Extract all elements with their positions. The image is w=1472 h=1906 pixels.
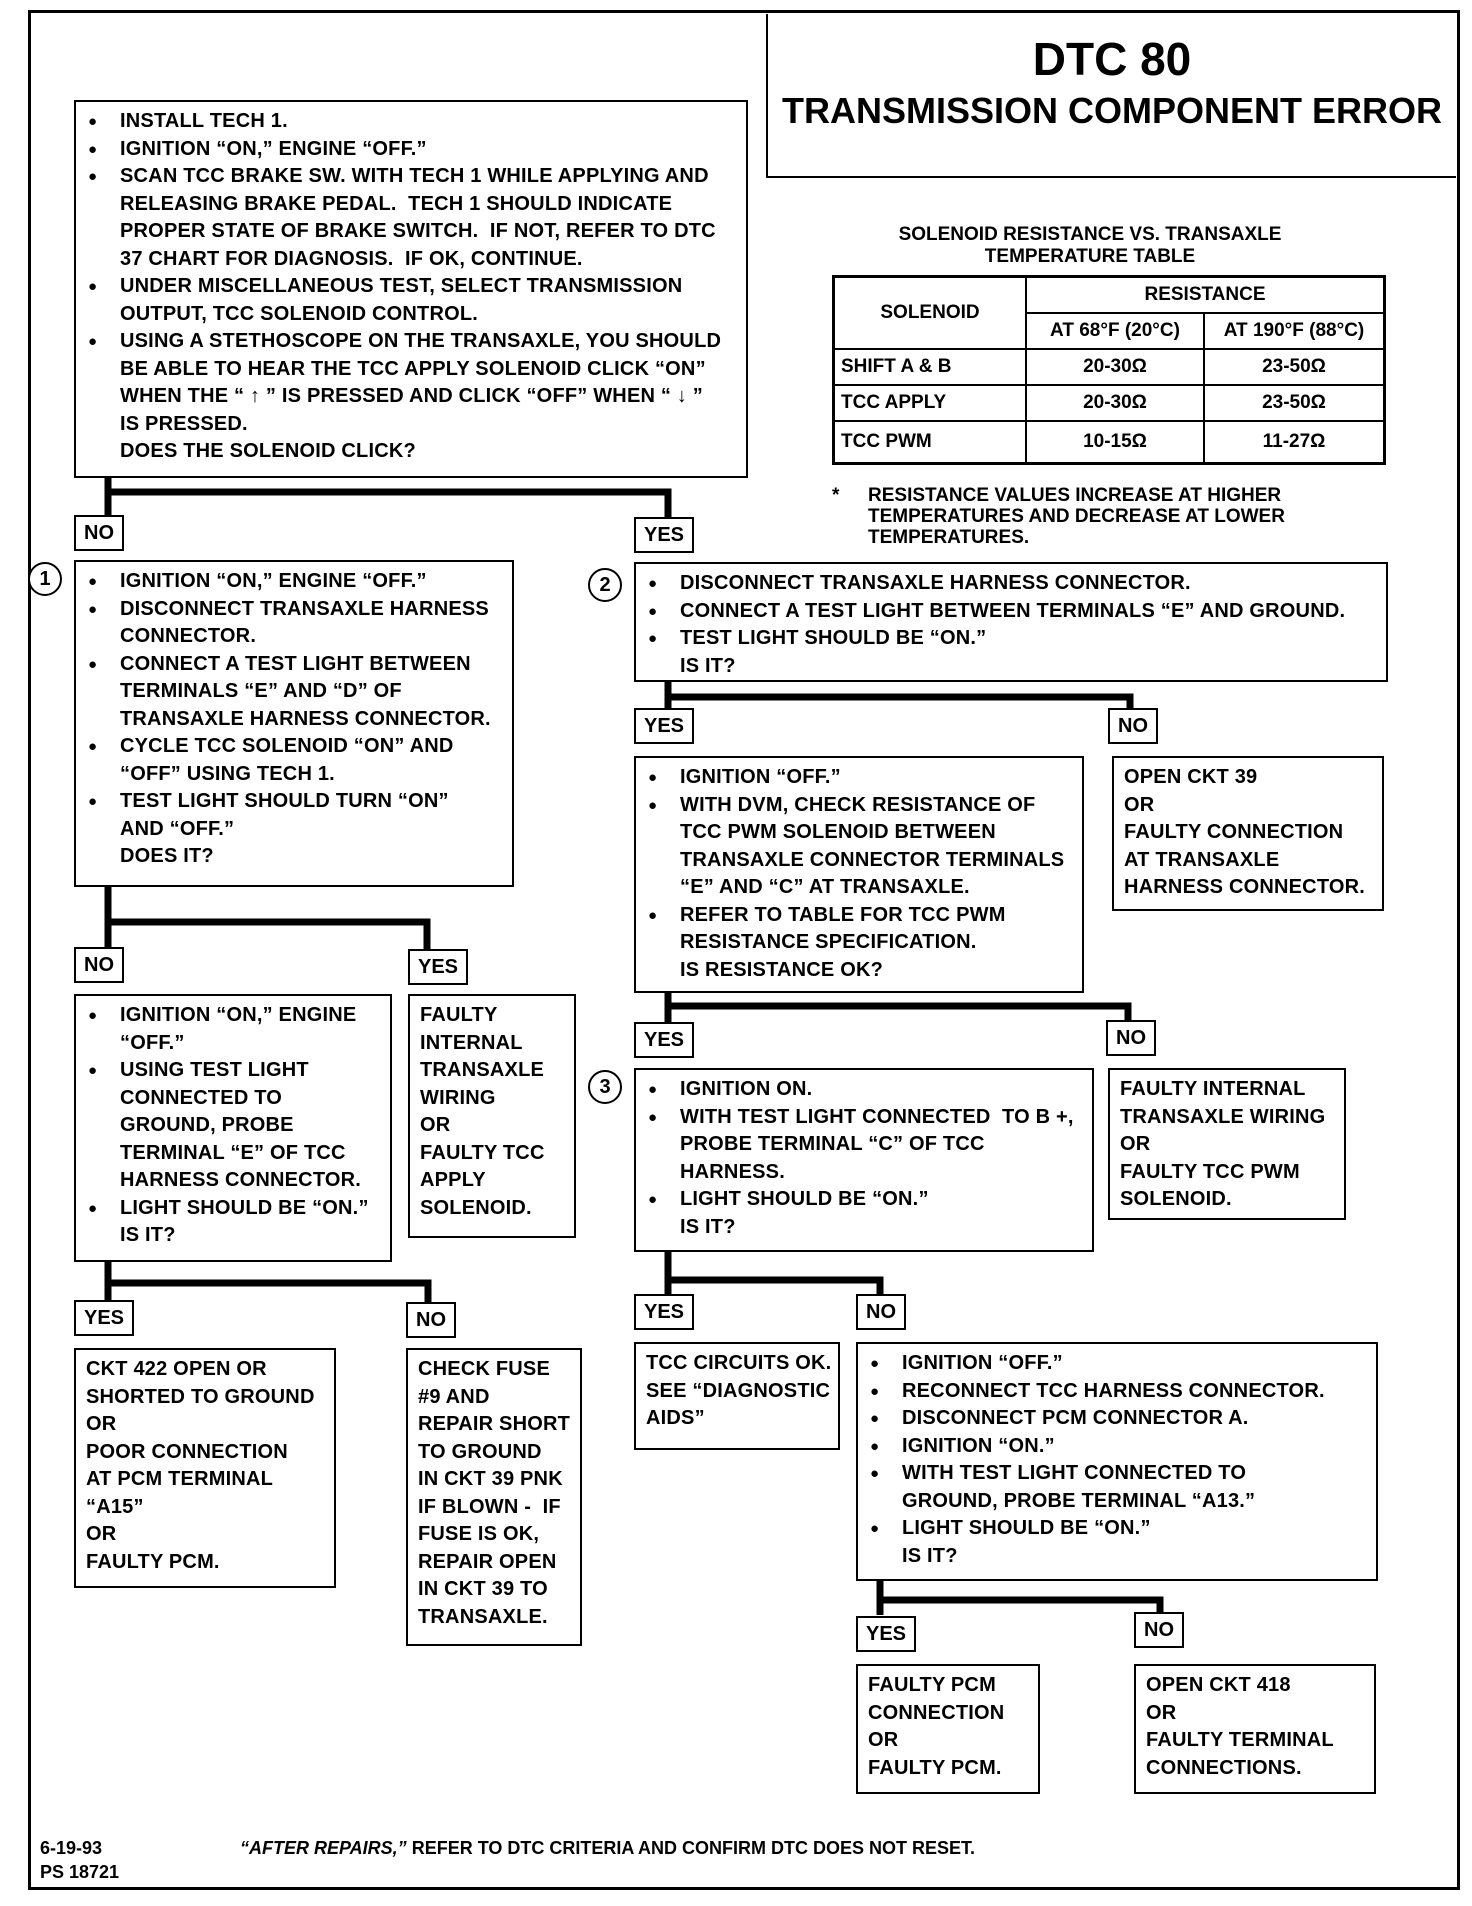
box-line: OPEN CKT 418 [1146, 1674, 1291, 1696]
bullet-line: “OFF” USING TECH 1. [120, 762, 335, 785]
bullet-line: ● TEST LIGHT SHOULD TURN “ON” [120, 790, 449, 812]
start-box [74, 100, 748, 478]
bullet-line: ● INSTALL TECH 1. [120, 110, 288, 132]
question-text: DOES THE SOLENOID CLICK? [120, 440, 416, 462]
bullet-item [868, 1350, 1366, 1378]
box-line: SOLENOID. [1120, 1188, 1232, 1210]
header-solenoid: SOLENOID [834, 277, 1027, 350]
bullet-line: “E” AND “C” AT TRANSAXLE. [680, 876, 970, 898]
box-line: IN CKT 39 TO [418, 1578, 548, 1600]
bullet-line: ● CONNECT A TEST LIGHT BETWEEN TERMINALS “E” AND GROUND. [680, 599, 1346, 622]
probe-a13-box [856, 1342, 1378, 1581]
bullet-line: ● WITH TEST LIGHT CONNECTED TO B +, [680, 1105, 1074, 1128]
box-line: FAULTY TCC PWM [1120, 1160, 1300, 1183]
bullet-line: AND “OFF.” [120, 817, 235, 840]
yes-label: YES [856, 1616, 916, 1652]
bullet-item [646, 598, 1376, 626]
box-line: AT TRANSAXLE [1124, 848, 1280, 871]
question-text: IS IT? [680, 654, 736, 677]
bullet-item [86, 596, 502, 651]
box-line: FAULTY TCC [420, 1141, 545, 1164]
bullet-item [86, 136, 736, 164]
row-r1: 20-30Ω [1026, 349, 1204, 385]
bullet-line: ● SCAN TCC BRAKE SW. WITH TECH 1 WHILE APPLYING AND [120, 165, 709, 187]
question-text: IS IT? [120, 1224, 176, 1246]
row-name: TCC APPLY [834, 385, 1027, 421]
box-line: “A15” [86, 1495, 144, 1518]
bullet-line: ● DISCONNECT PCM CONNECTOR A. [902, 1407, 1249, 1429]
header-temp-2: AT 190°F (88°C) [1204, 313, 1385, 349]
box-line: #9 AND [418, 1385, 490, 1408]
bullet-line: ● RECONNECT TCC HARNESS CONNECTOR. [902, 1379, 1325, 1402]
yes-label: YES [408, 949, 468, 985]
no-label: NO [856, 1294, 906, 1330]
box-line: CKT 422 OPEN OR [86, 1358, 267, 1380]
box-line: OR [86, 1413, 117, 1435]
box-line: REPAIR SHORT [418, 1413, 571, 1435]
box-line: IN CKT 39 PNK [418, 1468, 563, 1490]
bullet-line: RELEASING BRAKE PEDAL. TECH 1 SHOULD INDICATE [120, 192, 673, 215]
bullet-item [86, 1002, 380, 1057]
bullet-line: TRANSAXLE CONNECTOR TERMINALS [680, 848, 1065, 871]
bullet-item [646, 1076, 1082, 1104]
table-row [834, 385, 1385, 421]
box-line: FAULTY PCM [868, 1674, 996, 1696]
bullet-list [646, 764, 1072, 957]
bullet-item [86, 568, 502, 596]
question-text: IS IT? [902, 1544, 958, 1567]
step-1-marker: 1 [28, 562, 62, 596]
row-r2: 11-27Ω [1204, 421, 1385, 464]
open-ckt-39-box [1112, 756, 1384, 911]
bullet-line: ● DISCONNECT TRANSAXLE HARNESS CONNECTOR. [680, 572, 1191, 594]
check-fuse-box [406, 1348, 582, 1646]
bullet-line: ● IGNITION “ON,” ENGINE “OFF.” [120, 137, 427, 160]
header-resistance: RESISTANCE [1026, 277, 1385, 314]
open-ckt-418-box [1134, 1664, 1376, 1794]
header-temp-1: AT 68°F (20°C) [1026, 313, 1204, 349]
row-name: SHIFT A & B [834, 349, 1027, 385]
no-label: NO [1134, 1612, 1184, 1648]
yes-label: YES [634, 517, 694, 553]
bullet-line: PROBE TERMINAL “C” OF TCC [680, 1133, 985, 1155]
question-text: IS IT? [680, 1215, 736, 1238]
note-line: TEMPERATURES. [868, 527, 1030, 548]
step-2-box [634, 562, 1388, 682]
box-line: WIRING [420, 1086, 496, 1109]
box-line: TCC CIRCUITS OK. [646, 1352, 832, 1374]
step-2-marker: 2 [588, 568, 622, 602]
bullet-list [868, 1350, 1366, 1543]
bullet-line: ● LIGHT SHOULD BE “ON.” [680, 1188, 929, 1210]
box-line: FAULTY TERMINAL [1146, 1729, 1334, 1751]
bullet-line: ● WITH TEST LIGHT CONNECTED TO [902, 1462, 1247, 1484]
bullet-item [86, 733, 502, 788]
bullet-line: TERMINAL “E” OF TCC [120, 1141, 346, 1164]
bullet-list [646, 1076, 1082, 1214]
question-text: DOES IT? [120, 845, 214, 867]
bullet-line: ● LIGHT SHOULD BE “ON.” [902, 1517, 1151, 1539]
box-line: FAULTY PCM. [86, 1550, 220, 1573]
faulty-tcc-pwm-box [1108, 1068, 1346, 1220]
bullet-line: ● IGNITION “ON,” ENGINE “OFF.” [120, 570, 427, 592]
footer-note [240, 1836, 975, 1860]
bullet-line: “OFF.” [120, 1031, 185, 1054]
bullet-line: CONNECTED TO [120, 1086, 283, 1109]
box-line: SEE “DIAGNOSTIC [646, 1379, 831, 1402]
bullet-line: ● TEST LIGHT SHOULD BE “ON.” [680, 627, 987, 649]
table-row [834, 349, 1385, 385]
bullet-line: ● UNDER MISCELLANEOUS TEST, SELECT TRANSMISSION [120, 275, 683, 297]
bullet-line: WHEN THE “ ↑ ” IS PRESSED AND CLICK “OFF” WHEN “ ↓ ” [120, 385, 704, 407]
bullet-line: ● LIGHT SHOULD BE “ON.” [120, 1196, 369, 1219]
bullet-line: ● CYCLE TCC SOLENOID “ON” AND [120, 735, 454, 757]
bullet-line: CONNECTOR. [120, 625, 257, 647]
box-line: CHECK FUSE [418, 1358, 551, 1380]
table-caption-line: SOLENOID RESISTANCE VS. TRANSAXLE [898, 224, 1282, 245]
bullet-line: RESISTANCE SPECIFICATION. [680, 931, 977, 953]
bullet-list [86, 568, 502, 843]
ckt-422-box [74, 1348, 336, 1588]
bullet-item [646, 764, 1072, 792]
box-line: INTERNAL [420, 1031, 523, 1054]
box-line: FAULTY [420, 1004, 498, 1026]
footer-note-rest: REFER TO DTC CRITERIA AND CONFIRM DTC DOES NOT RESET. [406, 1838, 976, 1858]
faulty-pcm-box [856, 1664, 1040, 1794]
footer-note-italic: “AFTER REPAIRS,” [240, 1838, 407, 1858]
box-line: OR [1124, 793, 1155, 816]
no-label: NO [74, 947, 124, 983]
bullet-item [646, 792, 1072, 902]
bullet-line: ● REFER TO TABLE FOR TCC PWM [680, 903, 1006, 926]
yes-label: YES [74, 1300, 134, 1336]
box-line: CONNECTION [868, 1701, 1005, 1724]
step-1-box [74, 560, 514, 887]
dtc-name: TRANSMISSION COMPONENT ERROR [781, 90, 1443, 131]
bullet-item [86, 1057, 380, 1195]
bullet-line: ● IGNITION “ON,” ENGINE [120, 1004, 357, 1026]
row-r2: 23-50Ω [1204, 349, 1385, 385]
bullet-item [86, 1195, 380, 1223]
box-line: OR [868, 1729, 899, 1751]
yes-label: YES [634, 708, 694, 744]
footer-ps: PS 18721 [40, 1862, 120, 1882]
bullet-item [86, 163, 736, 273]
box-line: SOLENOID. [420, 1196, 532, 1219]
bullet-line: ● IGNITION ON. [680, 1078, 813, 1100]
box-line: REPAIR OPEN [418, 1550, 557, 1573]
note-line: RESISTANCE VALUES INCREASE AT HIGHER [868, 485, 1282, 506]
box-line: SHORTED TO GROUND [86, 1385, 315, 1408]
no-label: NO [1108, 708, 1158, 744]
box-line: FAULTY PCM. [868, 1756, 1002, 1779]
bullet-item [868, 1433, 1366, 1461]
box-line: AIDS” [646, 1407, 705, 1429]
resistance-table [832, 275, 1386, 465]
box-line: TRANSAXLE WIRING [1120, 1105, 1326, 1128]
yes-label: YES [634, 1294, 694, 1330]
bullet-item [646, 570, 1376, 598]
bullet-line: BE ABLE TO HEAR THE TCC APPLY SOLENOID CLICK “ON” [120, 357, 706, 380]
bullet-line: ● IGNITION “OFF.” [902, 1352, 1063, 1374]
bullet-item [86, 651, 502, 734]
bullet-line: ● DISCONNECT TRANSAXLE HARNESS [120, 597, 489, 620]
no-label: NO [406, 1302, 456, 1338]
box-line: IF BLOWN - IF [418, 1495, 561, 1518]
note-star: * [832, 485, 840, 506]
box-line: OR [420, 1114, 451, 1136]
bullet-item [646, 625, 1376, 653]
box-line: APPLY [420, 1169, 486, 1191]
bullet-line: ● WITH DVM, CHECK RESISTANCE OF [680, 793, 1036, 816]
bullet-line: ● CONNECT A TEST LIGHT BETWEEN [120, 652, 471, 675]
box-line: TRANSAXLE. [418, 1605, 548, 1628]
table-row [834, 421, 1385, 464]
step-3-marker: 3 [588, 1070, 622, 1104]
bullet-item [646, 1104, 1082, 1187]
row-name: TCC PWM [834, 421, 1027, 464]
bullet-line: GROUND, PROBE [120, 1114, 294, 1136]
bullet-line: ● IGNITION “OFF.” [680, 766, 841, 788]
box-line: AT PCM TERMINAL [86, 1468, 274, 1490]
box-line: FAULTY CONNECTION [1124, 821, 1344, 843]
probe-terminal-e-box [74, 994, 392, 1262]
bullet-line: TCC PWM SOLENOID BETWEEN [680, 821, 996, 843]
pwm-resistance-box [634, 756, 1084, 993]
box-line: OR [1146, 1701, 1177, 1724]
bullet-list [86, 1002, 380, 1222]
bullet-item [868, 1460, 1366, 1515]
table-caption [860, 224, 1320, 268]
bullet-line: ● USING A STETHOSCOPE ON THE TRANSAXLE, YOU SHOULD [120, 330, 722, 352]
bullet-item [86, 273, 736, 328]
box-line: OPEN CKT 39 [1124, 766, 1258, 788]
box-line: HARNESS CONNECTOR. [1124, 876, 1366, 898]
bullet-line: GROUND, PROBE TERMINAL “A13.” [902, 1489, 1256, 1512]
question-text: IS RESISTANCE OK? [680, 958, 884, 981]
bullet-line: 37 CHART FOR DIAGNOSIS. IF OK, CONTINUE. [120, 247, 583, 270]
box-line: FUSE IS OK, [418, 1523, 540, 1545]
bullet-item [868, 1515, 1366, 1543]
box-line: FAULTY INTERNAL [1120, 1078, 1306, 1100]
note-line: TEMPERATURES AND DECREASE AT LOWER [868, 506, 1285, 527]
dtc-code: DTC 80 [1032, 33, 1192, 85]
bullet-item [646, 1186, 1082, 1214]
box-line: TRANSAXLE [420, 1059, 545, 1081]
no-label: NO [74, 515, 124, 551]
bullet-line: TRANSAXLE HARNESS CONNECTOR. [120, 707, 491, 730]
table-caption-line: TEMPERATURE TABLE [984, 246, 1196, 267]
faulty-tcc-apply-box [408, 994, 576, 1238]
bullet-line: PROPER STATE OF BRAKE SWITCH. IF NOT, REFER TO DTC [120, 220, 716, 242]
step-3-box [634, 1068, 1094, 1252]
row-r2: 23-50Ω [1204, 385, 1385, 421]
title-block [766, 14, 1456, 178]
bullet-item [646, 902, 1072, 957]
box-line: OR [1120, 1133, 1151, 1155]
bullet-list [86, 108, 736, 438]
bullet-line: OUTPUT, TCC SOLENOID CONTROL. [120, 302, 479, 325]
yes-label: YES [634, 1022, 694, 1058]
bullet-line: IS PRESSED. [120, 412, 248, 435]
row-r1: 20-30Ω [1026, 385, 1204, 421]
bullet-item [868, 1405, 1366, 1433]
box-line: TO GROUND [418, 1440, 542, 1463]
bullet-line: HARNESS CONNECTOR. [120, 1169, 362, 1191]
bullet-line: ● IGNITION “ON.” [902, 1434, 1055, 1457]
bullet-list [646, 570, 1376, 653]
no-label: NO [1106, 1020, 1156, 1056]
bullet-item [86, 108, 736, 136]
footer-date: 6-19-93 [40, 1838, 103, 1858]
bullet-item [868, 1378, 1366, 1406]
box-line: OR [86, 1523, 117, 1545]
bullet-line: ● USING TEST LIGHT [120, 1059, 309, 1081]
box-line: CONNECTIONS. [1146, 1756, 1302, 1779]
bullet-item [86, 328, 736, 438]
footer-ids [40, 1836, 119, 1884]
table-note [832, 485, 1285, 548]
bullet-line: HARNESS. [680, 1160, 785, 1183]
row-r1: 10-15Ω [1026, 421, 1204, 464]
box-line: POOR CONNECTION [86, 1440, 288, 1463]
bullet-line: TERMINALS “E” AND “D” OF [120, 680, 402, 702]
bullet-item [86, 788, 502, 843]
tcc-circuits-ok-box [634, 1342, 840, 1450]
